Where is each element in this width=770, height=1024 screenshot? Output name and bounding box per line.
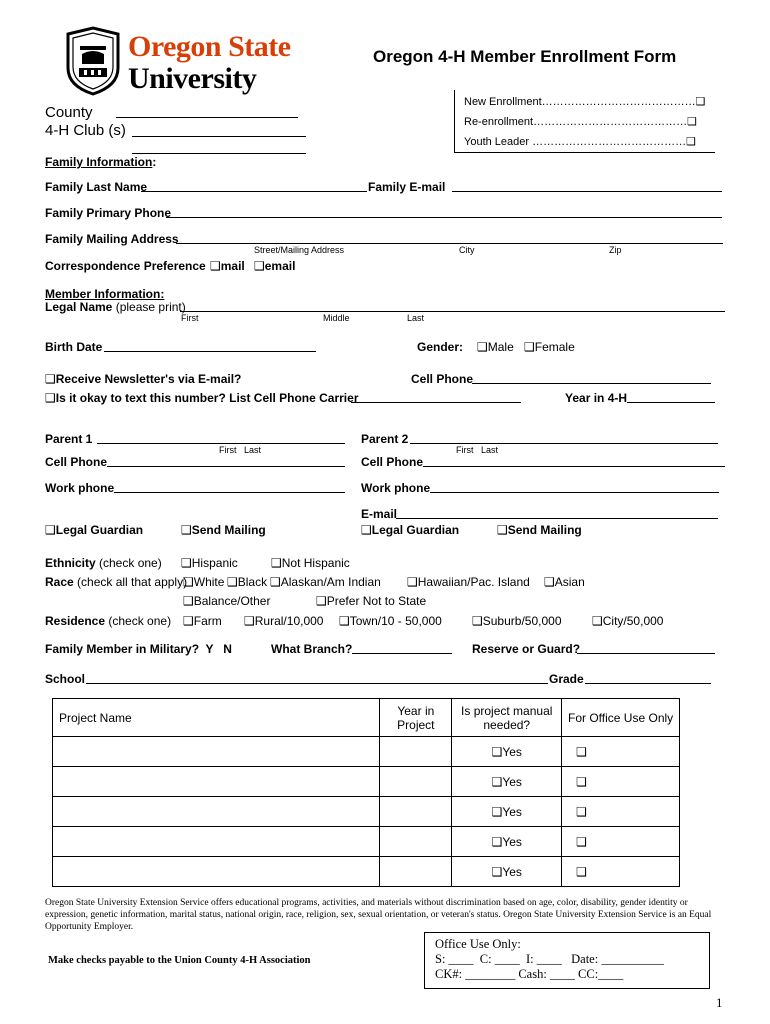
race-hawaiian[interactable]: ❑Hawaiian/Pac. Island (407, 575, 530, 589)
branch-label: What Branch? (271, 642, 353, 656)
logo-text-university: University (128, 62, 257, 95)
family-last-name-field[interactable] (141, 191, 367, 192)
parent1-name-field[interactable] (97, 443, 345, 444)
ethnicity-hint: (check one) (99, 556, 162, 570)
project-name-cell[interactable] (53, 737, 380, 767)
legal-name-wrap (45, 300, 186, 314)
table-row (53, 827, 680, 857)
residence-rural[interactable]: ❑Rural/10,000 (244, 614, 324, 628)
branch-field[interactable] (352, 653, 452, 654)
residence-label: Residence (45, 614, 106, 628)
name-sub-middle: Middle (323, 313, 350, 323)
county-label: County (45, 104, 93, 121)
family-section-wrap (45, 155, 156, 169)
parent2-name-field[interactable] (410, 443, 718, 444)
office-checkbox[interactable]: ❑ (562, 737, 680, 767)
project-year-cell[interactable] (380, 767, 452, 797)
carrier-field[interactable] (351, 402, 521, 403)
year-in-4h-label: Year in 4-H (565, 391, 628, 405)
ethnicity-not-hispanic[interactable]: ❑Not Hispanic (271, 556, 350, 570)
parent2-cell-label: Cell Phone (361, 455, 424, 469)
military-label: Family Member in Military? Y N (45, 642, 232, 656)
project-name-cell[interactable] (53, 767, 380, 797)
project-year-cell[interactable] (380, 737, 452, 767)
office-use-box (424, 932, 710, 989)
header-manual-needed: Is project manual needed? (452, 699, 562, 737)
reserve-field[interactable] (577, 653, 715, 654)
address-sub-zip: Zip (609, 245, 622, 255)
race-label: Race (45, 575, 74, 589)
table-row (53, 767, 680, 797)
race-wrap (45, 575, 187, 589)
birth-date-label: Birth Date (45, 340, 103, 354)
legal-name-field[interactable] (180, 311, 725, 312)
enrollment-re[interactable]: Re-enrollment……………………………………❑ (464, 116, 697, 128)
correspondence-mail[interactable]: ❑mail (210, 259, 245, 273)
correspondence-label: Correspondence Preference (45, 259, 206, 273)
parent1-cell-field[interactable] (107, 466, 345, 467)
grade-label: Grade (549, 672, 584, 686)
member-section-title: Member Information: (45, 287, 165, 301)
ethnicity-wrap (45, 556, 162, 570)
office-use-line1: S: ____ C: ____ I: ____ Date: __________ (435, 952, 664, 966)
family-section-title: Family Information (45, 155, 153, 169)
parent1-legal-guardian[interactable]: ❑Legal Guardian (45, 523, 144, 537)
school-label: School (45, 672, 86, 686)
office-use-title: Office Use Only: (435, 937, 521, 951)
family-phone-field[interactable] (166, 217, 722, 218)
office-checkbox[interactable]: ❑ (562, 797, 680, 827)
project-name-cell[interactable] (53, 827, 380, 857)
gender-label: Gender: (417, 340, 464, 354)
race-white[interactable]: ❑White (183, 575, 225, 589)
ethnicity-label: Ethnicity (45, 556, 96, 570)
office-checkbox[interactable]: ❑ (562, 827, 680, 857)
newsletter-checkbox[interactable]: ❑Receive Newsletter's via E-mail? (45, 372, 242, 386)
residence-hint: (check one) (108, 614, 172, 628)
header-year-in-project: Year in Project (380, 699, 452, 737)
family-last-name-label: Family Last Name (45, 180, 148, 194)
project-name-cell[interactable] (53, 857, 380, 887)
race-asian[interactable]: ❑Asian (544, 575, 585, 589)
table-row (53, 737, 680, 767)
table-row (53, 857, 680, 887)
text-ok-checkbox[interactable]: ❑Is it okay to text this number? List Cell Phone Carrier (45, 391, 359, 405)
parent1-label: Parent 1 (45, 432, 93, 446)
club-label: 4-H Club (s) (45, 122, 126, 139)
gender-male[interactable]: ❑Male (477, 340, 514, 354)
enrollment-youth-leader[interactable]: Youth Leader ……………………………………❑ (464, 136, 696, 148)
year-in-4h-field[interactable] (627, 402, 715, 403)
manual-yes-checkbox[interactable]: ❑Yes (452, 797, 562, 827)
race-alaskan[interactable]: ❑Alaskan/Am Indian (270, 575, 381, 589)
project-year-cell[interactable] (380, 857, 452, 887)
school-field[interactable] (86, 683, 548, 684)
birth-date-field[interactable] (104, 351, 316, 352)
header-project-name: Project Name (53, 699, 380, 737)
ethnicity-hispanic[interactable]: ❑Hispanic (181, 556, 238, 570)
table-row (53, 797, 680, 827)
legal-name-label: Legal Name (45, 300, 113, 314)
parent1-work-label: Work phone (45, 481, 115, 495)
parent2-name-sub: First Last (456, 445, 499, 455)
parent1-send-mailing[interactable]: ❑Send Mailing (181, 523, 266, 537)
osu-logo (62, 24, 291, 100)
residence-town[interactable]: ❑Town/10 - 50,000 (339, 614, 442, 628)
address-sub-city: City (459, 245, 475, 255)
family-mailing-field[interactable] (176, 243, 723, 244)
parent2-send-mailing[interactable]: ❑Send Mailing (497, 523, 582, 537)
form-title: Oregon 4-H Member Enrollment Form (373, 47, 677, 66)
parent2-work-field[interactable] (430, 492, 719, 493)
race-prefer-not[interactable]: ❑Prefer Not to State (316, 594, 427, 608)
member-cell-field[interactable] (472, 383, 711, 384)
enrollment-type-box (454, 90, 715, 153)
logo-text-oregon-state: Oregon State (128, 30, 291, 63)
parent2-cell-field[interactable] (423, 466, 725, 467)
family-section-colon: : (152, 155, 157, 169)
project-year-cell[interactable] (380, 797, 452, 827)
parent2-legal-guardian[interactable]: ❑Legal Guardian (361, 523, 460, 537)
osu-seal-icon (62, 24, 124, 96)
residence-wrap (45, 614, 171, 628)
name-sub-first: First (181, 313, 199, 323)
office-checkbox[interactable]: ❑ (562, 767, 680, 797)
parent2-email-label: E-mail (361, 507, 398, 521)
parent2-work-label: Work phone (361, 481, 431, 495)
race-hint: (check all that apply) (77, 575, 188, 589)
race-black[interactable]: ❑Black (227, 575, 268, 589)
correspondence-email[interactable]: ❑email (254, 259, 296, 273)
manual-yes-checkbox[interactable]: ❑Yes (452, 767, 562, 797)
residence-suburb[interactable]: ❑Suburb/50,000 (472, 614, 562, 628)
family-phone-label: Family Primary Phone (45, 206, 172, 220)
address-sub-street: Street/Mailing Address (254, 245, 345, 255)
manual-yes-checkbox[interactable]: ❑Yes (452, 737, 562, 767)
parent2-label: Parent 2 (361, 432, 409, 446)
grade-field[interactable] (585, 683, 711, 684)
club-field-1[interactable] (132, 136, 306, 137)
parent2-email-field[interactable] (396, 518, 718, 519)
member-cell-label: Cell Phone (411, 372, 474, 386)
family-email-label: Family E-mail (368, 180, 446, 194)
county-field[interactable] (116, 117, 298, 118)
office-use-line2: CK#: ________ Cash: ____ CC:____ (435, 967, 624, 981)
name-sub-last: Last (407, 313, 425, 323)
family-email-field[interactable] (452, 191, 722, 192)
family-mailing-label: Family Mailing Address (45, 232, 179, 246)
disclaimer-text: Oregon State University Extension Service offers educational programs, activities, and materials without discrimination based on age, color, disability, gender identity or expression, genetic information, marital status, national origin, race, religion, sex, sexual orientation, or veteran's status. Oregon State University Extension Service is an Equal Opportunity Employer. (45, 898, 712, 932)
manual-yes-checkbox[interactable]: ❑Yes (452, 827, 562, 857)
residence-farm[interactable]: ❑Farm (183, 614, 222, 628)
project-name-cell[interactable] (53, 797, 380, 827)
parent1-name-sub: First Last (219, 445, 262, 455)
parent1-cell-label: Cell Phone (45, 455, 108, 469)
residence-city[interactable]: ❑City/50,000 (592, 614, 664, 628)
office-checkbox[interactable]: ❑ (562, 857, 680, 887)
club-field-2[interactable] (132, 153, 306, 154)
header-office-use: For Office Use Only (562, 699, 680, 737)
project-year-cell[interactable] (380, 827, 452, 857)
race-balance-other[interactable]: ❑Balance/Other (183, 594, 271, 608)
project-table-header (53, 699, 680, 737)
enrollment-new[interactable]: New Enrollment……………………………………❑ (464, 96, 706, 108)
project-table (52, 698, 680, 887)
legal-name-hint: (please print) (115, 300, 186, 314)
manual-yes-checkbox[interactable]: ❑Yes (452, 857, 562, 887)
reserve-label: Reserve or Guard? (472, 642, 581, 656)
parent1-work-field[interactable] (114, 492, 345, 493)
checks-payable-note: Make checks payable to the Union County 4-H Association (48, 955, 311, 966)
page-number: 1 (716, 995, 723, 1010)
gender-female[interactable]: ❑Female (524, 340, 575, 354)
